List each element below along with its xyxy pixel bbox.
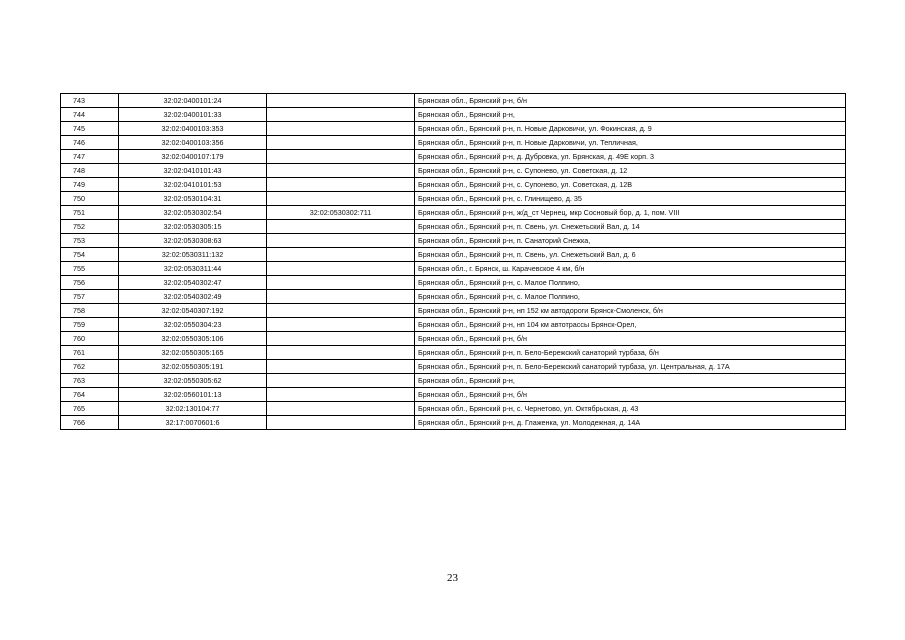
related-cadastral-number-cell (267, 304, 415, 318)
table-row (61, 248, 846, 262)
row-number-cell: 755 (61, 262, 119, 276)
row-number-cell: 764 (61, 388, 119, 402)
cadastral-number-cell: 32:02:0540302:47 (119, 276, 267, 290)
row-number-cell: 749 (61, 178, 119, 192)
address-cell: Брянская обл., Брянский р-н, (415, 374, 846, 388)
address-cell: Брянская обл., Брянский р-н, д. Глаженка, ул. Молодежная, д. 14А (415, 416, 846, 430)
address-cell: Брянская обл., Брянский р-н, с. Глинищево, д. 35 (415, 192, 846, 206)
row-number-cell: 752 (61, 220, 119, 234)
row-number-cell: 758 (61, 304, 119, 318)
related-cadastral-number-cell: 32:02:0530302:711 (267, 206, 415, 220)
cadastral-number-cell: 32:02:0550305:106 (119, 332, 267, 346)
related-cadastral-number-cell (267, 374, 415, 388)
cadastral-number-cell: 32:02:0540302:49 (119, 290, 267, 304)
table-row (61, 374, 846, 388)
cadastral-number-cell: 32:02:0550305:191 (119, 360, 267, 374)
table-row (61, 402, 846, 416)
address-cell: Брянская обл., Брянский р-н, нп 104 км автотрассы Брянск-Орел, (415, 318, 846, 332)
address-cell: Брянская обл., Брянский р-н, б/н (415, 388, 846, 402)
related-cadastral-number-cell (267, 94, 415, 108)
table-row (61, 122, 846, 136)
cadastral-number-cell: 32:02:0550305:165 (119, 346, 267, 360)
row-number-cell: 759 (61, 318, 119, 332)
cadastral-number-cell: 32:02:0530311:44 (119, 262, 267, 276)
related-cadastral-number-cell (267, 150, 415, 164)
row-number-cell: 765 (61, 402, 119, 416)
related-cadastral-number-cell (267, 262, 415, 276)
related-cadastral-number-cell (267, 360, 415, 374)
address-cell: Брянская обл., Брянский р-н, п. Свень, ул. Снежетьский Вал, д. 6 (415, 248, 846, 262)
address-cell: Брянская обл., г. Брянск, ш. Карачевское 4 км, б/н (415, 262, 846, 276)
cadastral-number-cell: 32:02:0400101:33 (119, 108, 267, 122)
row-number-cell: 761 (61, 346, 119, 360)
address-cell: Брянская обл., Брянский р-н, д. Дубровка, ул. Брянская, д. 49Е корп. 3 (415, 150, 846, 164)
table-row (61, 388, 846, 402)
cadastral-number-cell: 32:02:0540307:192 (119, 304, 267, 318)
related-cadastral-number-cell (267, 234, 415, 248)
address-cell: Брянская обл., Брянский р-н, с. Супонево, ул. Советская, д. 12 (415, 164, 846, 178)
address-cell: Брянская обл., Брянский р-н, п. Бело-Бережский санаторий турбаза, ул. Центральная, д. 17А (415, 360, 846, 374)
address-cell: Брянская обл., Брянский р-н, п. Новые Дарковичи, ул. Тепличная, (415, 136, 846, 150)
address-cell: Брянская обл., Брянский р-н, п. Санаторий Снежка, (415, 234, 846, 248)
address-cell: Брянская обл., Брянский р-н, с. Малое Полпино, (415, 290, 846, 304)
property-table (60, 93, 846, 430)
row-number-cell: 750 (61, 192, 119, 206)
table-row (61, 332, 846, 346)
row-number-cell: 766 (61, 416, 119, 430)
cadastral-number-cell: 32:02:0410101:53 (119, 178, 267, 192)
related-cadastral-number-cell (267, 318, 415, 332)
row-number-cell: 751 (61, 206, 119, 220)
table-row (61, 206, 846, 220)
row-number-cell: 746 (61, 136, 119, 150)
table-row (61, 276, 846, 290)
cadastral-number-cell: 32:17:0070601:6 (119, 416, 267, 430)
row-number-cell: 744 (61, 108, 119, 122)
row-number-cell: 762 (61, 360, 119, 374)
related-cadastral-number-cell (267, 290, 415, 304)
row-number-cell: 754 (61, 248, 119, 262)
related-cadastral-number-cell (267, 108, 415, 122)
related-cadastral-number-cell (267, 388, 415, 402)
related-cadastral-number-cell (267, 192, 415, 206)
row-number-cell: 748 (61, 164, 119, 178)
address-cell: Брянская обл., Брянский р-н, б/н (415, 94, 846, 108)
table-row (61, 108, 846, 122)
cadastral-number-cell: 32:02:0530104:31 (119, 192, 267, 206)
table-row (61, 262, 846, 276)
cadastral-number-cell: 32:02:0400101:24 (119, 94, 267, 108)
related-cadastral-number-cell (267, 220, 415, 234)
related-cadastral-number-cell (267, 402, 415, 416)
row-number-cell: 753 (61, 234, 119, 248)
row-number-cell: 757 (61, 290, 119, 304)
address-cell: Брянская обл., Брянский р-н, нп 152 км автодороги Брянск-Смоленск, б/н (415, 304, 846, 318)
table-row (61, 136, 846, 150)
table-row (61, 94, 846, 108)
address-cell: Брянская обл., Брянский р-н, с. Малое Полпино, (415, 276, 846, 290)
cadastral-number-cell: 32:02:0410101:43 (119, 164, 267, 178)
page-number: 23 (447, 572, 458, 584)
address-cell: Брянская обл., Брянский р-н, (415, 108, 846, 122)
cadastral-number-cell: 32:02:0400103:356 (119, 136, 267, 150)
related-cadastral-number-cell (267, 416, 415, 430)
address-cell: Брянская обл., Брянский р-н, п. Новые Дарковичи, ул. Фокинская, д. 9 (415, 122, 846, 136)
related-cadastral-number-cell (267, 164, 415, 178)
table-row (61, 304, 846, 318)
related-cadastral-number-cell (267, 346, 415, 360)
address-cell: Брянская обл., Брянский р-н, ж/д_ст Чернец, мкр Сосновый бор, д. 1, пом. VIII (415, 206, 846, 220)
address-cell: Брянская обл., Брянский р-н, п. Бело-Бережский санаторий турбаза, б/н (415, 346, 846, 360)
cadastral-number-cell: 32:02:0400107:179 (119, 150, 267, 164)
table-row (61, 360, 846, 374)
cadastral-number-cell: 32:02:0400103:353 (119, 122, 267, 136)
cadastral-number-cell: 32:02:130104:77 (119, 402, 267, 416)
cadastral-number-cell: 32:02:0530311:132 (119, 248, 267, 262)
address-cell: Брянская обл., Брянский р-н, с. Чернетово, ул. Октябрьская, д. 43 (415, 402, 846, 416)
address-cell: Брянская обл., Брянский р-н, б/н (415, 332, 846, 346)
address-cell: Брянская обл., Брянский р-н, п. Свень, ул. Снежетьский Вал, д. 14 (415, 220, 846, 234)
table-row (61, 234, 846, 248)
table-row (61, 150, 846, 164)
related-cadastral-number-cell (267, 178, 415, 192)
related-cadastral-number-cell (267, 276, 415, 290)
related-cadastral-number-cell (267, 136, 415, 150)
cadastral-number-cell: 32:02:0530308:63 (119, 234, 267, 248)
table-row (61, 164, 846, 178)
related-cadastral-number-cell (267, 248, 415, 262)
cadastral-number-cell: 32:02:0560101:13 (119, 388, 267, 402)
table-row (61, 192, 846, 206)
cadastral-number-cell: 32:02:0530302:54 (119, 206, 267, 220)
table-body (61, 94, 846, 430)
table-row (61, 178, 846, 192)
row-number-cell: 760 (61, 332, 119, 346)
table-row (61, 220, 846, 234)
table-row (61, 416, 846, 430)
table-row (61, 318, 846, 332)
related-cadastral-number-cell (267, 332, 415, 346)
table-row (61, 290, 846, 304)
row-number-cell: 756 (61, 276, 119, 290)
row-number-cell: 763 (61, 374, 119, 388)
row-number-cell: 743 (61, 94, 119, 108)
related-cadastral-number-cell (267, 122, 415, 136)
cadastral-number-cell: 32:02:0530305:15 (119, 220, 267, 234)
address-cell: Брянская обл., Брянский р-н, с. Супонево, ул. Советская, д. 12В (415, 178, 846, 192)
row-number-cell: 745 (61, 122, 119, 136)
table-row (61, 346, 846, 360)
cadastral-number-cell: 32:02:0550305:62 (119, 374, 267, 388)
cadastral-number-cell: 32:02:0550304:23 (119, 318, 267, 332)
row-number-cell: 747 (61, 150, 119, 164)
